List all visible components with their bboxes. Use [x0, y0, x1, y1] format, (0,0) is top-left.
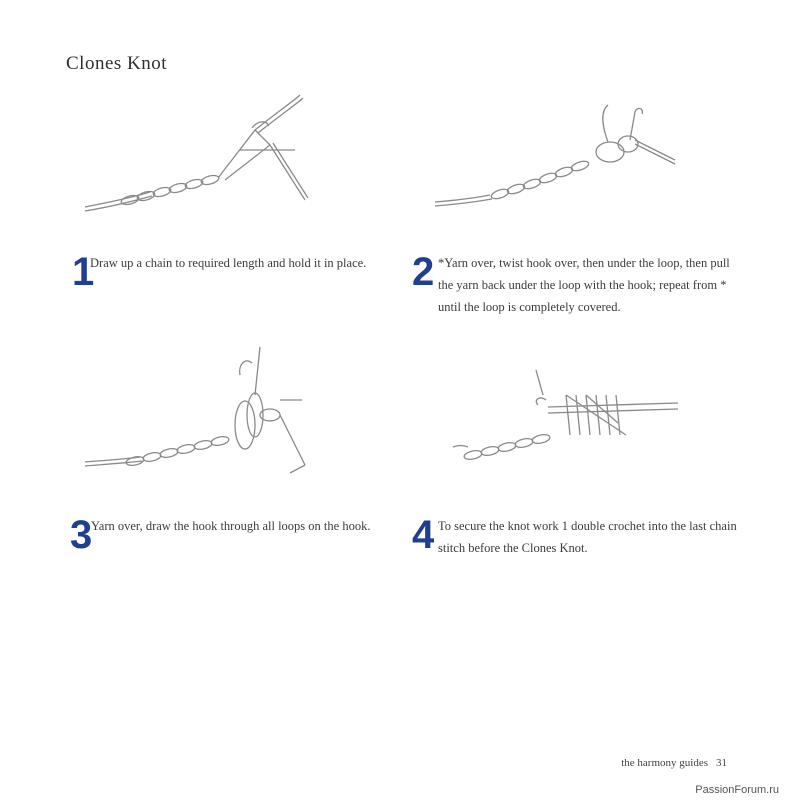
step-number: 3	[70, 513, 93, 557]
step-text: Draw up a chain to required length and hold it in place.	[90, 256, 367, 270]
step-number: 4	[412, 513, 435, 557]
illustration-step-3	[80, 345, 320, 485]
illustration-step-4	[448, 365, 688, 475]
step-number: 2	[412, 250, 435, 294]
illustration-step-2	[430, 100, 690, 210]
illustration-step-1	[80, 90, 320, 220]
page-number: 31	[716, 757, 727, 769]
step-number: 1	[72, 250, 95, 294]
page-title: Clones Knot	[66, 53, 168, 74]
series-title: the harmony guides	[621, 757, 708, 769]
step-text: Yarn over, draw the hook through all loops on the hook.	[91, 519, 371, 533]
step-text: To secure the knot work 1 double crochet into the last chain stitch before the Clones Knot.	[438, 519, 737, 555]
watermark: PassionForum.ru	[695, 784, 779, 796]
page-footer	[621, 757, 727, 769]
step-text: *Yarn over, twist hook over, then under the loop, then pull the yarn back under the loop with the hook; repeat from * until the loop is completely covered.	[438, 256, 730, 314]
